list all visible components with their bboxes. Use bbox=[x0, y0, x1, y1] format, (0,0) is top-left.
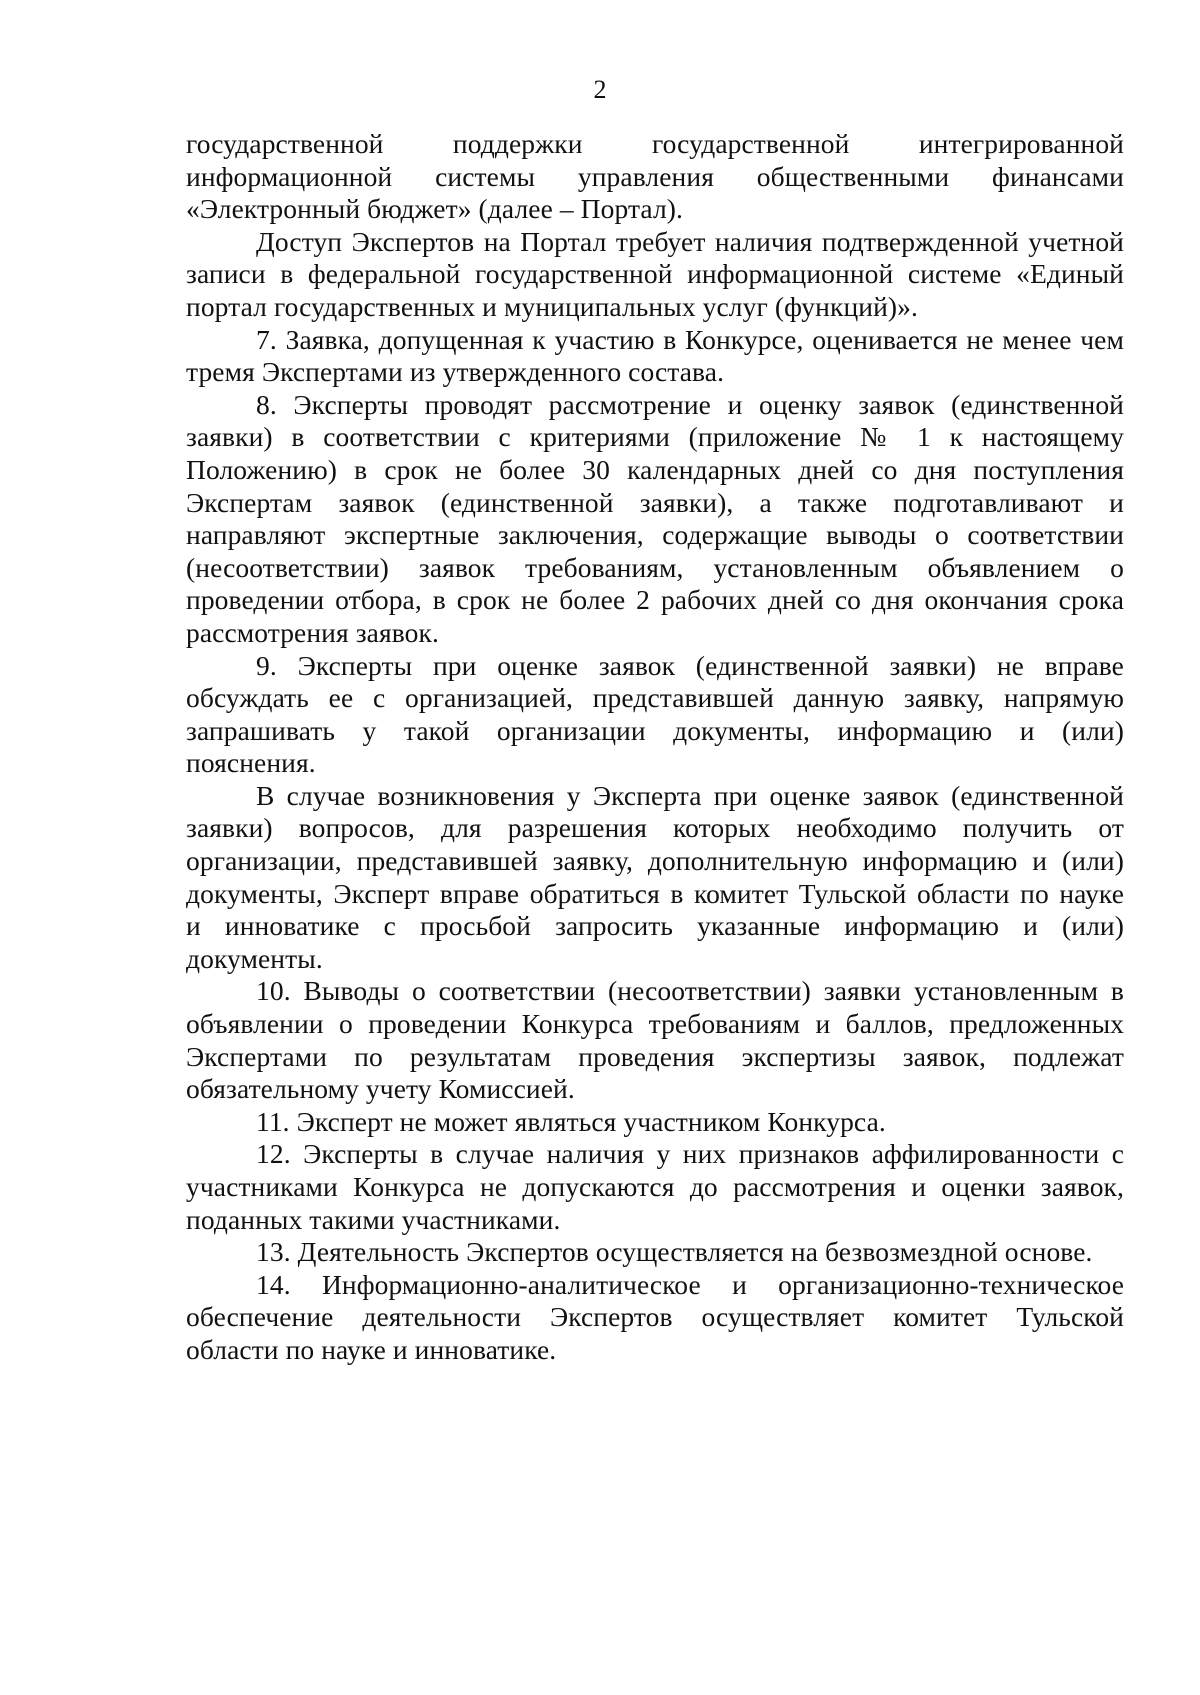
text-line: 12. Эксперты в случае наличия у них признаков аффилированности с bbox=[256, 1138, 1124, 1170]
text-line: 7. Заявка, допущенная к участию в Конкурсе, оценивается не менее чем bbox=[256, 323, 1124, 355]
text-line: области по науке и инноватике. bbox=[186, 1333, 557, 1365]
text-line: организации, представившей заявку, дополнительную информацию и (или) bbox=[186, 845, 1124, 877]
paragraph bbox=[186, 975, 1124, 1105]
text-line: 8. Эксперты проводят рассмотрение и оценку заявок (единственной bbox=[256, 388, 1124, 420]
text-line: «Электронный бюджет» (далее – Портал). bbox=[186, 193, 684, 225]
text-line: (несоответствии) заявок требованиям, установленным объявлением о bbox=[186, 551, 1124, 583]
text-line: документы. bbox=[186, 942, 323, 974]
text-line: документы, Эксперт вправе обратиться в комитет Тульской области по науке bbox=[186, 877, 1124, 909]
text-line: 9. Эксперты при оценке заявок (единственной заявки) не вправе bbox=[256, 649, 1124, 681]
paragraph bbox=[186, 1236, 1124, 1269]
text-line: заявки) вопросов, для разрешения которых необходимо получить от bbox=[186, 812, 1124, 844]
text-line: государственной поддержки государственной интегрированной bbox=[186, 128, 1124, 159]
text-line: участниками Конкурса не допускаются до рассмотрения и оценки заявок, bbox=[186, 1171, 1124, 1202]
text-line: обеспечение деятельности Экспертов осуществляет комитет Тульской bbox=[186, 1301, 1124, 1333]
paragraph bbox=[186, 1138, 1124, 1236]
paragraph bbox=[186, 1269, 1124, 1367]
text-line: 13. Деятельность Экспертов осуществляется на безвозмездной основе. bbox=[256, 1236, 1093, 1268]
text-line: заявки) в соответствии с критериями (приложение № 1 к настоящему bbox=[186, 421, 1124, 453]
text-line: информационной системы управления общественными финансами bbox=[186, 160, 1124, 192]
text-line: 14. Информационно-аналитическое и организационно-техническое bbox=[256, 1268, 1124, 1300]
text-line: Доступ Экспертов на Портал требует наличия подтвержденной учетной bbox=[256, 225, 1124, 257]
paragraph bbox=[186, 226, 1124, 324]
text-line: поданных такими участниками. bbox=[186, 1203, 561, 1235]
text-line: Экспертам заявок (единственной заявки), а также подготавливают и bbox=[186, 486, 1124, 518]
text-line: Экспертами по результатам проведения экспертизы заявок, подлежат bbox=[186, 1040, 1124, 1072]
text-line: записи в федеральной государственной информационной системе «Единый bbox=[186, 258, 1124, 290]
text-line: тремя Экспертами из утвержденного состава. bbox=[186, 356, 725, 388]
text-line: В случае возникновения у Эксперта при оценке заявок (единственной bbox=[256, 779, 1124, 811]
text-line: Положению) в срок не более 30 календарных дней со дня поступления bbox=[186, 453, 1124, 485]
text-line: обязательному учету Комиссией. bbox=[186, 1073, 575, 1105]
paragraph bbox=[186, 650, 1124, 780]
text-line: пояснения. bbox=[186, 747, 316, 779]
text-line: проведении отбора, в срок не более 2 рабочих дней со дня окончания срока bbox=[186, 584, 1124, 616]
text-line: 11. Эксперт не может являться участником Конкурса. bbox=[256, 1105, 886, 1137]
text-line: и инноватике с просьбой запросить указанные информацию и (или) bbox=[186, 910, 1124, 942]
text-line: портал государственных и муниципальных услуг (функций)». bbox=[186, 290, 918, 322]
text-line: 10. Выводы о соответствии (несоответствии) заявки установленным в bbox=[256, 975, 1124, 1007]
text-line: обсуждать ее с организацией, представившей данную заявку, напрямую bbox=[186, 682, 1124, 714]
document-body bbox=[186, 128, 1124, 1367]
paragraph bbox=[186, 780, 1124, 976]
page-number: 2 bbox=[593, 75, 607, 104]
text-line: запрашивать у такой организации документы, информацию и (или) bbox=[186, 714, 1124, 746]
paragraph bbox=[186, 324, 1124, 389]
text-line: рассмотрения заявок. bbox=[186, 616, 439, 648]
text-line: объявлении о проведении Конкурса требованиям и баллов, предложенных bbox=[186, 1008, 1124, 1040]
paragraph bbox=[186, 1106, 1124, 1139]
paragraph bbox=[186, 389, 1124, 650]
paragraph bbox=[186, 128, 1124, 226]
text-line: направляют экспертные заключения, содержащие выводы о соответствии bbox=[186, 519, 1124, 551]
